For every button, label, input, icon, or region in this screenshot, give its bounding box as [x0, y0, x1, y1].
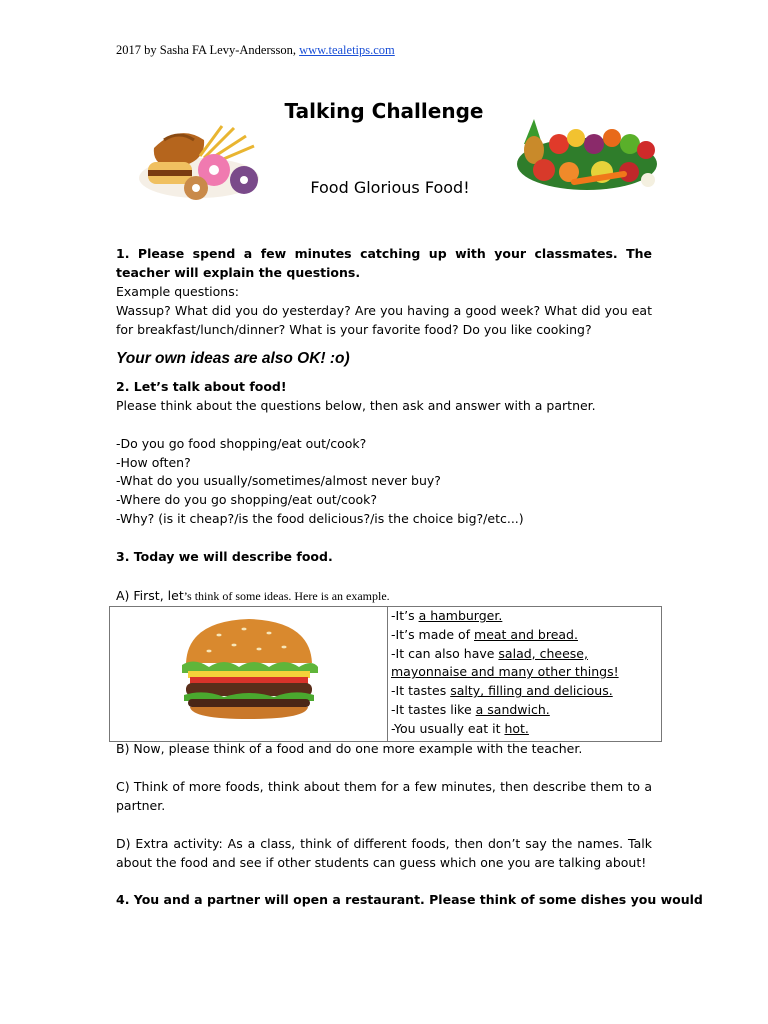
- page-subtitle: Food Glorious Food!: [310, 178, 470, 197]
- section1-questions: Wassup? What did you do yesterday? Are you having a good week? What did you eat for breakfast/lunch/dinner? What is your favorite food? Do you like cooking?: [116, 303, 652, 337]
- section2-question-1: -Do you go food shopping/eat out/cook?: [116, 436, 367, 451]
- section3-part-d: D) Extra activity: As a class, think of different foods, then don’t say the names. Talk about the food and see if other students can guess which one you are talking about!: [116, 836, 652, 870]
- hamburger-description: [391, 607, 659, 739]
- section2-question-2: -How often?: [116, 455, 191, 470]
- credit-line: [116, 43, 395, 58]
- section3-part-a: [116, 587, 652, 606]
- desc-line-1-answer: a hamburger.: [418, 608, 503, 623]
- section2-intro: Please think about the questions below, then ask and answer with a partner.: [116, 398, 596, 413]
- credit-text: 2017 by Sasha FA Levy-Andersson,: [116, 43, 300, 57]
- desc-line-2-text: -It’s made of: [391, 626, 475, 642]
- section3-heading: 3. Today we will describe food.: [116, 549, 333, 564]
- section2-question-4: -Where do you go shopping/eat out/cook?: [116, 492, 377, 507]
- section2-heading: 2. Let’s talk about food!: [116, 379, 287, 394]
- desc-line-4: [391, 663, 659, 682]
- desc-line-1-text: -It’s: [391, 608, 419, 623]
- desc-line-7-text: -You usually eat it: [391, 720, 505, 736]
- section2-question-3: -What do you usually/sometimes/almost never buy?: [116, 473, 441, 488]
- desc-line-1: [391, 607, 659, 626]
- website-link[interactable]: www.tealetips.com: [299, 43, 395, 57]
- hamburger-example-table: [109, 606, 662, 742]
- desc-line-3-text: -It can also have: [391, 645, 499, 661]
- desc-line-7: [391, 720, 659, 739]
- desc-line-2: [391, 626, 659, 645]
- table-divider: [387, 607, 388, 741]
- section1-heading: 1. Please spend a few minutes catching up with your classmates. The teacher will explain the questions.: [116, 246, 652, 280]
- section4-heading: 4. You and a partner will open a restaurant. Please think of some dishes you would: [116, 892, 703, 907]
- section3-part-c: C) Think of more foods, think about them for a few minutes, then describe them to a partner.: [116, 779, 652, 813]
- page-title: Talking Challenge: [284, 99, 484, 123]
- section3-part-b: B) Now, please think of a food and do one more example with the teacher.: [116, 741, 583, 756]
- desc-line-6-text: -It tastes like: [391, 701, 476, 717]
- desc-line-3-answer: salad, cheese,: [498, 645, 588, 661]
- desc-line-5-text: -It tastes: [391, 683, 451, 699]
- desc-line-5: [391, 682, 659, 701]
- desc-line-7-answer: hot.: [504, 720, 529, 736]
- desc-line-5-answer: salty, filling and delicious.: [450, 683, 613, 699]
- section2-question-5: -Why? (is it cheap?/is the food delicious?/is the choice big?/etc...): [116, 511, 524, 526]
- hamburger-image: [174, 615, 324, 721]
- desc-line-4-answer: mayonnaise and many other things!: [391, 664, 619, 680]
- desc-line-2-answer: meat and bread.: [474, 626, 578, 642]
- desc-line-6-answer: a sandwich.: [475, 701, 550, 717]
- desc-line-3: [391, 645, 659, 664]
- own-ideas-note: Your own ideas are also OK! :o): [116, 350, 350, 367]
- part-a-rest: ’s think of some ideas. Here is an example.: [183, 589, 390, 603]
- desc-line-6: [391, 701, 659, 720]
- section1-example-label: Example questions:: [116, 284, 239, 299]
- part-a-prefix: A) First, let: [116, 588, 184, 603]
